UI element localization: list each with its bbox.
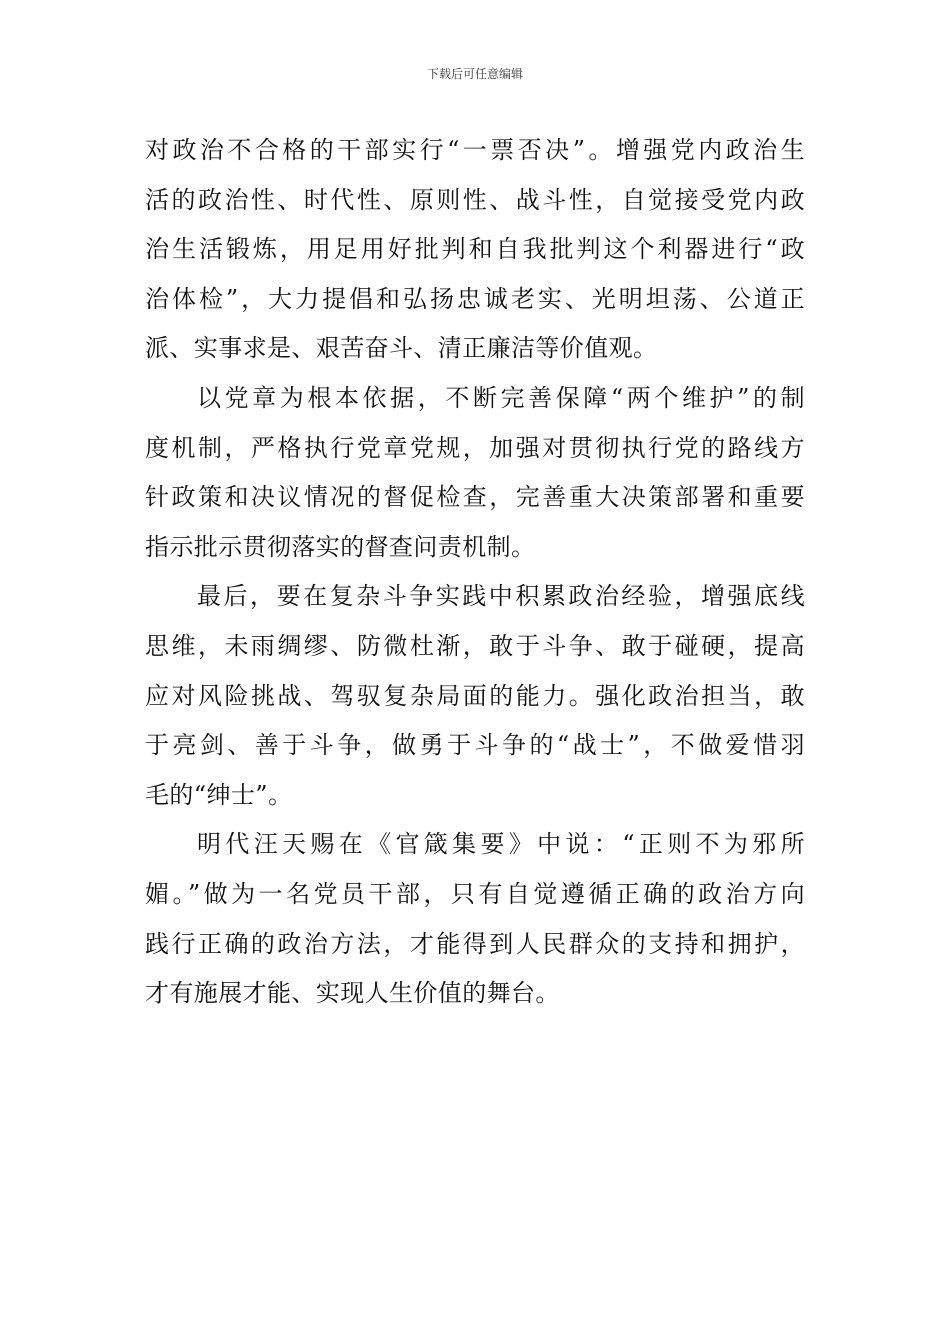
paragraph-4	[145, 820, 805, 1018]
paragraph-line: 指示批示贯彻落实的督查问责机制。	[145, 532, 536, 561]
paragraph-line: 践行正确的政治方法，才能得到人民群众的支持和拥护，	[145, 929, 805, 958]
paragraph-line: 明代汪天赐在《官箴集要》中说：“正则不为邪所	[197, 830, 805, 859]
page-header: 下载后可任意编辑	[426, 67, 523, 81]
paragraph-line: 媚。”做为一名党员干部，只有自觉遵循正确的政治方向	[145, 879, 805, 908]
paragraph-line: 于亮剑、善于斗争，做勇于斗争的“战士”，不做爱惜羽	[145, 731, 805, 760]
paragraph-line: 派、实事求是、艰苦奋斗、清正廉洁等价值观。	[145, 334, 658, 363]
paragraph-line: 以党章为根本依据，不断完善保障“两个维护”的制	[197, 383, 805, 412]
paragraph-line: 最后，要在复杂斗争实践中积累政治经验，增强底线	[197, 582, 805, 611]
paragraph-line: 度机制，严格执行党章党规，加强对贯彻执行党的路线方	[145, 433, 805, 462]
paragraph-line: 治体检”，大力提倡和弘扬忠诚老实、光明坦荡、公道正	[145, 284, 805, 313]
paragraph-3	[145, 572, 805, 820]
paragraph-line: 治生活锻炼，用足用好批判和自我批判这个利器进行“政	[145, 235, 805, 264]
paragraph-2	[145, 374, 805, 572]
paragraph-line: 活的政治性、时代性、原则性、战斗性，自觉接受党内政	[145, 185, 805, 214]
paragraph-line: 思维，未雨绸缪、防微杜渐，敢于斗争、敢于碰硬，提高	[145, 631, 805, 660]
document-body	[145, 126, 805, 1019]
paragraph-line: 对政治不合格的干部实行“一票否决”。增强党内政治生	[145, 136, 805, 164]
paragraph-line: 毛的“绅士”。	[145, 780, 293, 809]
paragraph-line: 才有施展才能、实现人生价值的舞台。	[145, 979, 560, 1008]
paragraph-line: 应对风险挑战、驾驭复杂局面的能力。强化政治担当，敢	[145, 681, 805, 710]
paragraph-line: 针政策和决议情况的督促检查，完善重大决策部署和重要	[145, 483, 805, 512]
paragraph-1	[145, 126, 805, 374]
